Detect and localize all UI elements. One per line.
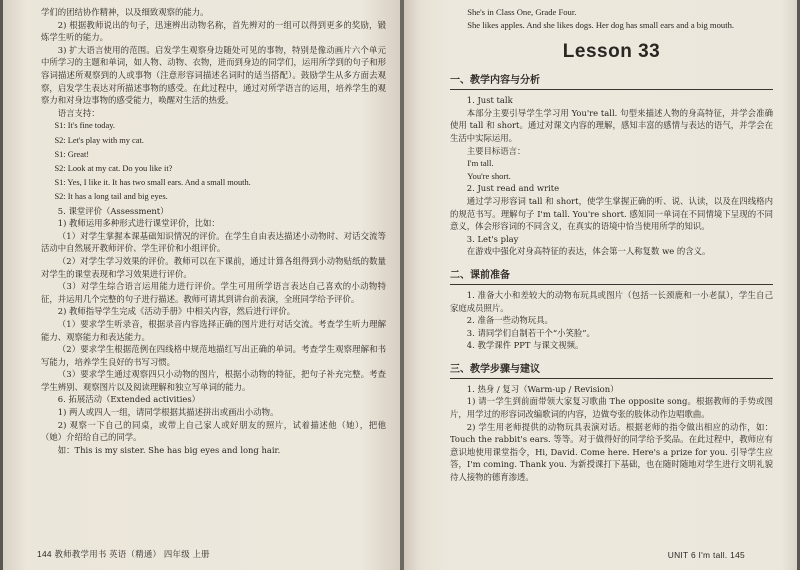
dialog-line: S1: Yes, I like it. It has two small ears. And a small mouth. bbox=[54, 178, 251, 188]
section-rule bbox=[450, 89, 773, 90]
text-paragraph: 主要目标语言： bbox=[466, 145, 526, 156]
text-paragraph: （1）要求学生听录音，根据录音内容选择正确的图片进行对话交流。考查学生听力理解能力、观察能力和表达能力。 bbox=[41, 318, 386, 342]
text-paragraph: 3. Let's play bbox=[466, 233, 519, 244]
section-content-analysis bbox=[450, 94, 773, 258]
text-paragraph: 1. Just talk bbox=[466, 95, 513, 106]
text-paragraph: 2) 教师指导学生完成《活动手册》中相关内容，然后进行评价。 bbox=[57, 306, 296, 317]
right-page bbox=[400, 0, 797, 570]
text-paragraph: 学们的团结协作精神，以及细致观察的能力。 bbox=[41, 7, 209, 17]
section-title-teaching-steps: 三、教学步骤与建议 bbox=[450, 363, 540, 375]
section-preparation bbox=[450, 289, 773, 352]
language-support-dialog bbox=[41, 119, 386, 204]
text-paragraph: You're short. bbox=[467, 170, 511, 181]
example-sentence: She likes apples. And she likes dogs. Her dog has small ears and a big mouth. bbox=[467, 19, 735, 30]
text-paragraph: 在游戏中强化对身高特征的表达，体会第一人称复数 we 的含义。 bbox=[466, 246, 711, 257]
text-paragraph: （3）对学生综合语言运用能力进行评价。学生可用所学语言表达自己喜欢的小动物特征，并运用几个完整的句子进行描述。教师可请其到讲台前表演，全班同学给予评价。 bbox=[41, 281, 386, 304]
section-title-content-analysis: 一、教学内容与分析 bbox=[450, 75, 540, 87]
dialog-line: S1: It's fine today. bbox=[54, 121, 115, 131]
text-paragraph: 6. 拓展活动（Extended activities） bbox=[57, 394, 201, 405]
text-paragraph: （2）要求学生根据范例在四线格中规范地描红写出正确的单词。考查学生观察理解和书写能力，培养学生良好的书写习惯。 bbox=[41, 344, 386, 367]
example-sentence: She's in Class One, Grade Four. bbox=[467, 7, 577, 17]
text-paragraph: 1. 准备大小和差较大的动物布玩具或图片（包括一长颈鹿和一小老鼠），学生自己家庭成员照片。 bbox=[450, 289, 773, 313]
dialog-line: S2: It has a long tail and big eyes. bbox=[54, 192, 168, 202]
section-rule bbox=[450, 378, 773, 379]
text-paragraph: 2) 根据教师说出的句子，迅速辨出动物名称，首先辨对的一组可以得到更多的奖励，锻炼学生听的能力。 bbox=[41, 19, 386, 43]
text-paragraph: 2. Just read and write bbox=[466, 183, 560, 194]
book-gutter bbox=[400, 0, 404, 570]
right-top-text bbox=[450, 6, 773, 31]
text-paragraph: 4. 教学课件 PPT 与课文视频。 bbox=[466, 340, 584, 351]
left-page bbox=[3, 0, 400, 570]
text-paragraph: （2）对学生学习效果的评价。教师可以在下课前，通过计算各组得到小动物贴纸的数量对学生的课堂表现和学习效果进行评价。 bbox=[41, 255, 386, 279]
text-paragraph: 如：This is my sister. She has big eyes and long hair. bbox=[57, 444, 281, 455]
dialog-line: S2: Look at my cat. Do you like it? bbox=[54, 163, 173, 173]
dialog-line: S1: Great! bbox=[54, 149, 90, 159]
text-paragraph: 1) 请一学生到前面带领大家复习歌曲 The opposite song。根据教师的手势或图片，用学过的形容词改编歌词的内容，边做夸张的肢体动作边唱歌曲。 bbox=[450, 396, 773, 420]
section-title-preparation: 二、课前准备 bbox=[450, 269, 510, 281]
text-paragraph: 3) 扩大语言使用的范围。启发学生观察身边随处可见的事物，特别是像动画片六个单元中所学习的主题和单词，如人物、动物、衣物，进而到身边的同学们，运用所学到的句子和形容词描述所观察到的人或事物（注意形容词描述名词时的适当搭配）。鼓励学生从多方面去观察，启发学生表达对所描述事物的感受。在此过程中，通过对所学语言的运用，培养学生的观察力和对身边事物的感受能力，唤醒对生活的热爱。 bbox=[41, 44, 386, 106]
left-text-block-1 bbox=[41, 6, 386, 119]
text-paragraph: 5. 课堂评价（Assessment） bbox=[57, 205, 169, 216]
text-paragraph: （1）对学生掌握本课基础知识情况的评价。在学生自由表达描述小动物时、对话交流等活动中自然展开教师评价、学生评价和小组评价。 bbox=[41, 230, 386, 254]
text-paragraph: 2) 学生用老师提供的动物玩具表演对话。根据老师的指令做出相应的动作，如：Touch the rabbit's ears. 等等。对于做得好的同学给予奖品。在此过程中，教师应有意识地使用课堂指令，Hi, David. Come here. Here's a prize for you. 引导学生应答，I'm coming. Thank you. 为新授课打下基础，也在随时随地对学生进行文明礼貌待人接物的德育渗透。 bbox=[450, 421, 773, 483]
text-paragraph: 2) 观察一下自己的同桌，或带上自己家人或好朋友的照片，试着描述他（她），把他（她）介绍给自己的同学。 bbox=[41, 419, 386, 443]
right-page-footer: UNIT 6 I'm tall. 145 bbox=[667, 550, 745, 560]
text-paragraph: 通过学习形容词 tall 和 short，使学生掌握正确的听、说、认读，以及在四线格内的规范书写。理解句子 I'm tall. You're short. 感知同一单词在不同情境下呈现的不同意义，体会形容词的不同含义，在真实的语境中恰当使用所学的知识。 bbox=[450, 195, 773, 232]
book-spread bbox=[3, 0, 797, 570]
lesson-title: Lesson 33 bbox=[562, 41, 661, 63]
section-rule bbox=[450, 284, 773, 285]
left-text-block-2 bbox=[41, 205, 386, 457]
text-paragraph: 本部分主要引导学生学习用 You're tall. 句型来描述人物的身高特征，并学会准确使用 tall 和 short。通过对课文内容的理解，感知丰富的感情与表达的语气，并学会在生活中实际运用。 bbox=[450, 107, 773, 143]
dialog-line: S2: Let's play with my cat. bbox=[54, 135, 144, 145]
section-teaching-steps bbox=[450, 383, 773, 484]
text-paragraph: 3. 请同学们自制若干个“小笑脸”。 bbox=[466, 327, 595, 338]
text-paragraph: 1) 两人或四人一组，请同学根据其描述拼出或画出小动物。 bbox=[57, 407, 279, 418]
text-paragraph: I'm tall. bbox=[467, 158, 494, 169]
left-page-footer: 144 教师教学用书 英语（精通） 四年级 上册 bbox=[37, 549, 210, 559]
text-paragraph: 1) 教师运用多种形式进行课堂评价，比如： bbox=[57, 218, 220, 229]
text-paragraph: （3）要求学生通过观察四只小动物的图片，根据小动物的特征，把句子补充完整。考查学生辨别、观察图片以及阅读理解和独立写单词的能力。 bbox=[41, 369, 386, 392]
text-paragraph: 2. 准备一些动物玩具。 bbox=[466, 315, 553, 326]
text-paragraph: 1. 热身 / 复习（Warm-up / Revision） bbox=[466, 383, 619, 394]
text-paragraph: 语言支持： bbox=[57, 107, 100, 118]
